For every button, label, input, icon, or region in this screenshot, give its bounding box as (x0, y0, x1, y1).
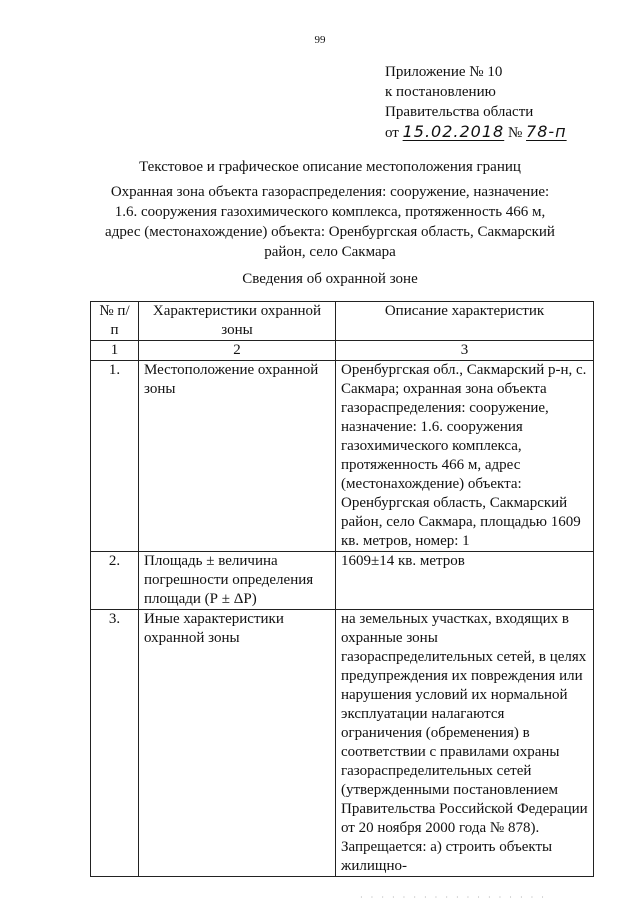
appendix-resolution-ref: к постановлению (385, 84, 496, 100)
appendix-block (385, 62, 567, 143)
row-characteristic: Местоположение охранной зоны (139, 361, 336, 552)
table-row (91, 552, 594, 610)
row-number: 2. (91, 552, 139, 610)
handwritten-number: 78-п (526, 122, 567, 141)
row-description: Оренбургская обл., Сакмарский р-н, с. Сакмара; охранная зона объекта газораспределения: сооружение, назначение: 1.6. сооружения газохимического комплекса, протяженность 466 м, адрес (местонахождение) объекта: Оренбургская область, Сакмарский район, село Сакмара, площадью 1609 кв. метров, номер: 1 (336, 361, 594, 552)
scan-artifact: · · · · · · · · · · · · · · · · · · (360, 893, 547, 902)
from-label: от (385, 125, 399, 141)
appendix-number: Приложение № 10 (385, 64, 503, 80)
object-description: Охранная зона объекта газораспределения: сооружение, назначение: 1.6. сооружения газохимического комплекса, протяженность 466 м, адрес (местонахождение) объекта: Оренбургская область, Сакмарский район, село Сакмара (105, 184, 555, 260)
row-description: на земельных участках, входящих в охранные зоны газораспределительных сетей, в целях предупреждения их повреждения или нарушения условий их нормальной эксплуатации налагаются ограничения (обременения) в соответствии с правилами охраны газораспределительных сетей (утвержденными постановлением Правительства Российской Федерации от 20 ноября 2000 года № 878). Запрещается: а) строить объекты жилищно- (336, 610, 594, 877)
header-characteristic: Характеристики охранной зоны (139, 302, 336, 341)
row-description: 1609±14 кв. метров (336, 552, 594, 610)
page-number: 99 (314, 34, 326, 46)
column-number: 3 (336, 341, 594, 361)
table-row (91, 361, 594, 552)
row-number: 1. (91, 361, 139, 552)
column-number: 2 (139, 341, 336, 361)
header-description: Описание характеристик (336, 302, 594, 341)
appendix-date-line (385, 122, 567, 143)
document-title: Текстовое и графическое описание местоположения границ (139, 159, 521, 175)
section-title: Сведения об охранной зоне (242, 271, 418, 287)
header-number: № п/п (91, 302, 139, 341)
row-number: 3. (91, 610, 139, 877)
protection-zone-table (90, 301, 594, 877)
column-number: 1 (91, 341, 139, 361)
row-characteristic: Иные характеристики охранной зоны (139, 610, 336, 877)
table-header-row (91, 302, 594, 341)
number-label: № (507, 125, 523, 141)
table-row (91, 610, 594, 877)
appendix-authority: Правительства области (385, 104, 534, 120)
row-characteristic: Площадь ± величина погрешности определения площади (Р ± ΔР) (139, 552, 336, 610)
column-number-row (91, 341, 594, 361)
handwritten-date: 15.02.2018 (402, 122, 505, 141)
